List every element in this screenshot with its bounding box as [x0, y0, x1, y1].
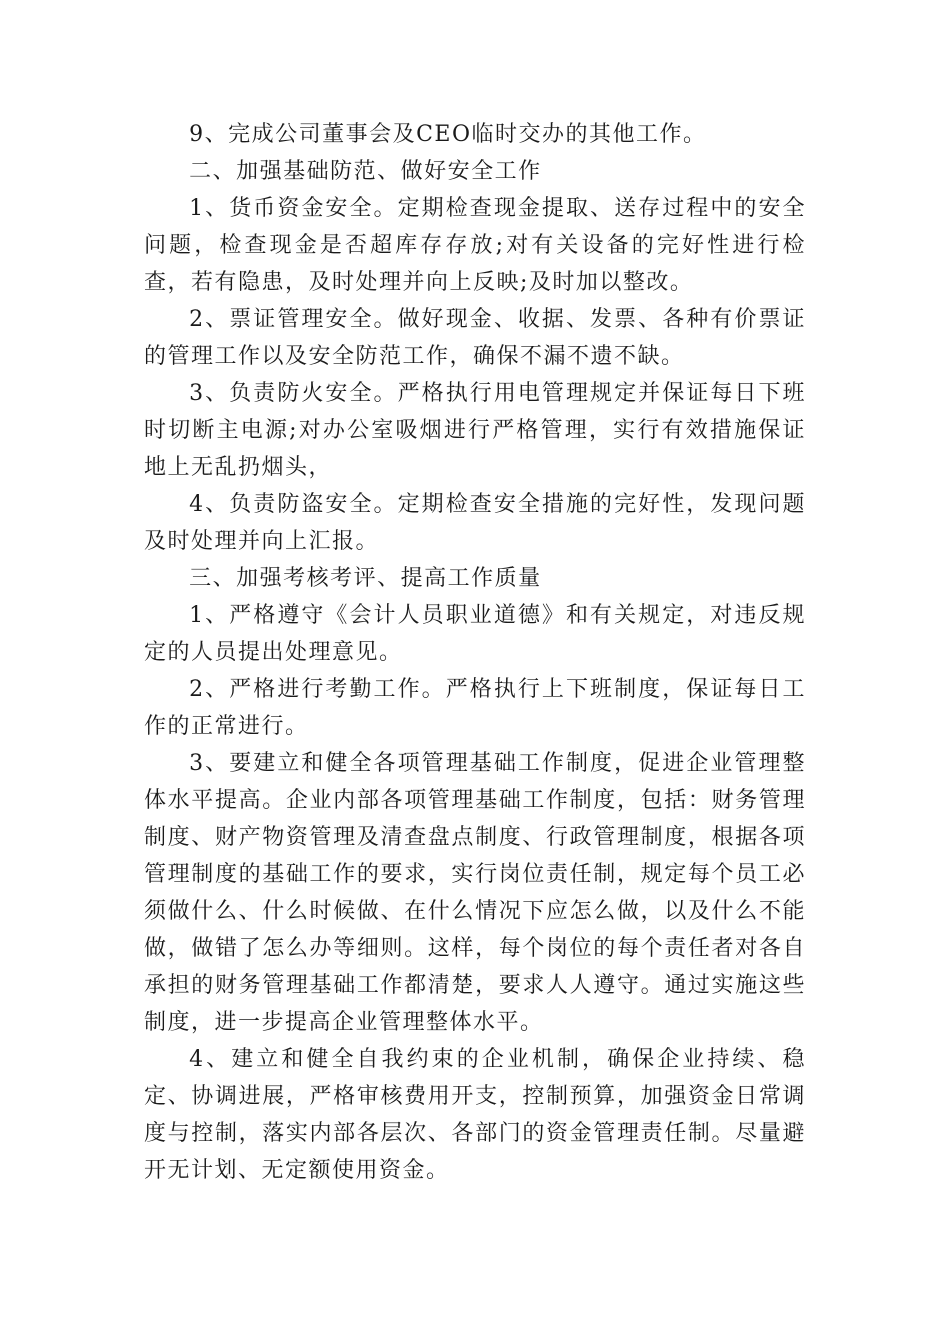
paragraph-fire-safety: 3、负责防火安全。严格执行用电管理规定并保证每日下班时切断主电源;对办公室吸烟进行严格管理，实行有效措施保证地上无乱扔烟头， — [144, 381, 806, 480]
paragraph-theft-safety: 4、负责防盗安全。定期检查安全措施的完好性，发现问题及时处理并向上汇报。 — [144, 492, 806, 554]
paragraph-attendance: 2、严格进行考勤工作。严格执行上下班制度，保证每日工作的正常进行。 — [144, 677, 806, 739]
paragraph-currency-safety: 1、货币资金安全。定期检查现金提取、送存过程中的安全问题，检查现金是否超库存存放;对有关设备的完好性进行检查，若有隐患，及时处理并向上反映;及时加以整改。 — [144, 196, 806, 295]
section-heading-2: 二、加强基础防范、做好安全工作 — [189, 159, 542, 184]
paragraph-management-system: 3、要建立和健全各项管理基础工作制度，促进企业管理整体水平提高。企业内部各项管理基础工作制度，包括：财务管理制度、财产物资管理及清查盘点制度、行政管理制度，根据各项管理制度的基础工作的要求，实行岗位责任制，规定每个员工必须做什么、什么时候做、在什么情况下应怎么做，以及什么不能做，做错了怎么办等细则。这样，每个岗位的每个责任者对各自承担的财务管理基础工作都清楚，要求人人遵守。通过实施这些制度，进一步提高企业管理整体水平。 — [144, 751, 806, 1035]
paragraph-self-discipline: 4、建立和健全自我约束的企业机制，确保企业持续、稳定、协调进展，严格审核费用开支，控制预算，加强资金日常调度与控制，落实内部各层次、各部门的资金管理责任制。尽量避开无计划、无定额使用资金。 — [144, 1047, 806, 1183]
paragraph-voucher-safety: 2、票证管理安全。做好现金、收据、发票、各种有价票证的管理工作以及安全防范工作，确保不漏不遗不缺。 — [144, 307, 806, 369]
paragraph-ethics: 1、严格遵守《会计人员职业道德》和有关规定，对违反规定的人员提出处理意见。 — [144, 603, 806, 665]
document-body — [144, 116, 806, 1189]
section-heading-3: 三、加强考核考评、提高工作质量 — [189, 566, 542, 591]
paragraph-item-9: 9、完成公司董事会及CEO临时交办的其他工作。 — [189, 122, 707, 147]
